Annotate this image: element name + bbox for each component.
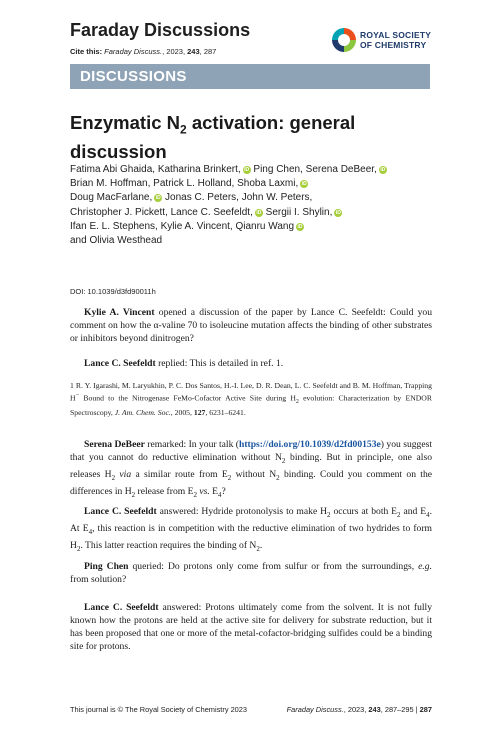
- journal-title: Faraday Discussions: [70, 20, 251, 40]
- orcid-icon[interactable]: iD: [297, 223, 303, 230]
- page-number: 287: [419, 705, 432, 714]
- orcid-icon[interactable]: iD: [380, 167, 386, 173]
- logo-line-1: ROYAL SOCIETY: [360, 30, 432, 40]
- banner-label: DISCUSSIONS: [80, 68, 187, 85]
- discussion-paragraph-6: Lance C. Seefeldt answered: Protons ultimately come from the solvent. It is not fully known how the protons are held at the active site for delivery for substrate reduction, but it has been proposed that one or more of the metal-cofactor-bridging sulfides could be a binding site for protons.: [70, 602, 432, 652]
- discussion-paragraph-3: Serena DeBeer remarked: In your talk (https://doi.org/10.1039/d2fd00153e) you suggest that you cannot do reductive elimination without $N_2$ binding. But in principle, one also releases $H_2$ via a similar route from $E_2$ without $N_2$ binding. Could you comment on the differences in $H_2$ release from $E_2$ vs. $E_4$?: [70, 439, 433, 499]
- rsc-logo-icon: [330, 26, 358, 54]
- discussion-paragraph-5: Ping Chen queried: Do protons only come from sulfur or from the surroundings, e.g. from solution?: [70, 561, 432, 585]
- logo-line-2: OF CHEMISTRY: [360, 40, 427, 50]
- discussion-paragraph-1: Kylie A. Vincent opened a discussion of the paper by Lance C. Seefeldt: Could you comment on how the α-valine 70 to isoleucine mutation affects the binding of other substrates or inhibitors beyond dinitrogen?: [70, 307, 432, 344]
- reference-1: 1 R. Y. Igarashi, M. Laryukhin, P. C. Dos Santos, H.-I. Lee, D. R. Dean, L. C. Seefeldt and B. M. Hoffman, Trapping H− Bound to the Nitrogenase FeMo-Cofactor Active Site during $H_2$ evolution: Characterization by ENDOR Spectroscopy, J. Am. Chem. Soc., 2005, 127, 6231–6241.: [70, 381, 432, 417]
- discussion-paragraph-2: Lance C. Seefeldt replied: This is detailed in ref. 1.: [84, 358, 284, 369]
- citation-line: Cite this: Faraday Discuss., 2023, 243, 287: [70, 47, 217, 56]
- article-title: Enzymatic $N_2$ activation: general discussion: [70, 112, 356, 162]
- doi[interactable]: DOI: 10.1039/d3fd90011h: [70, 287, 156, 296]
- rsc-logo: [330, 26, 440, 56]
- orcid-icon[interactable]: iD: [244, 167, 250, 173]
- page-footer: [70, 705, 432, 714]
- discussion-paragraph-4: Lance C. Seefeldt answered: Hydride protonolysis to make $H_2$ occurs at both $E_2$ and $E_4$. At $E_4$, this reaction is in competition with the reductive elimination of two hydrides to form $H_2$. This latter reaction requires the binding of $N_2$.: [70, 506, 432, 553]
- talk-doi-link[interactable]: https://doi.org/10.1039/d2fd00153e: [239, 439, 381, 450]
- orcid-icon[interactable]: iD: [256, 209, 262, 216]
- orcid-icon[interactable]: iD: [155, 195, 161, 202]
- orcid-icon[interactable]: iD: [335, 209, 341, 216]
- author-list: Fatima Abi Ghaida, Katharina Brinkert, iD Ping Chen, Serena DeBeer, iD Brian M. Hoffman, Patrick L. Holland, Shoba Laxmi, iD Doug MacFarlane, iD Jonas C. Peters, John W. Peters, Christopher J. Pickett, Lance C. Seefeldt, iD Sergii I. Shylin, iD Ifan E. L. Stephens, Kylie A. Vincent, Qianru Wang iD and Olivia Westhead: [70, 164, 386, 247]
- footer-citation: Faraday Discuss., 2023, 243, 287–295 | 287: [286, 705, 432, 714]
- section-banner: [70, 64, 430, 89]
- orcid-icon[interactable]: iD: [301, 181, 307, 188]
- footer-copyright: This journal is © The Royal Society of Chemistry 2023: [70, 705, 248, 714]
